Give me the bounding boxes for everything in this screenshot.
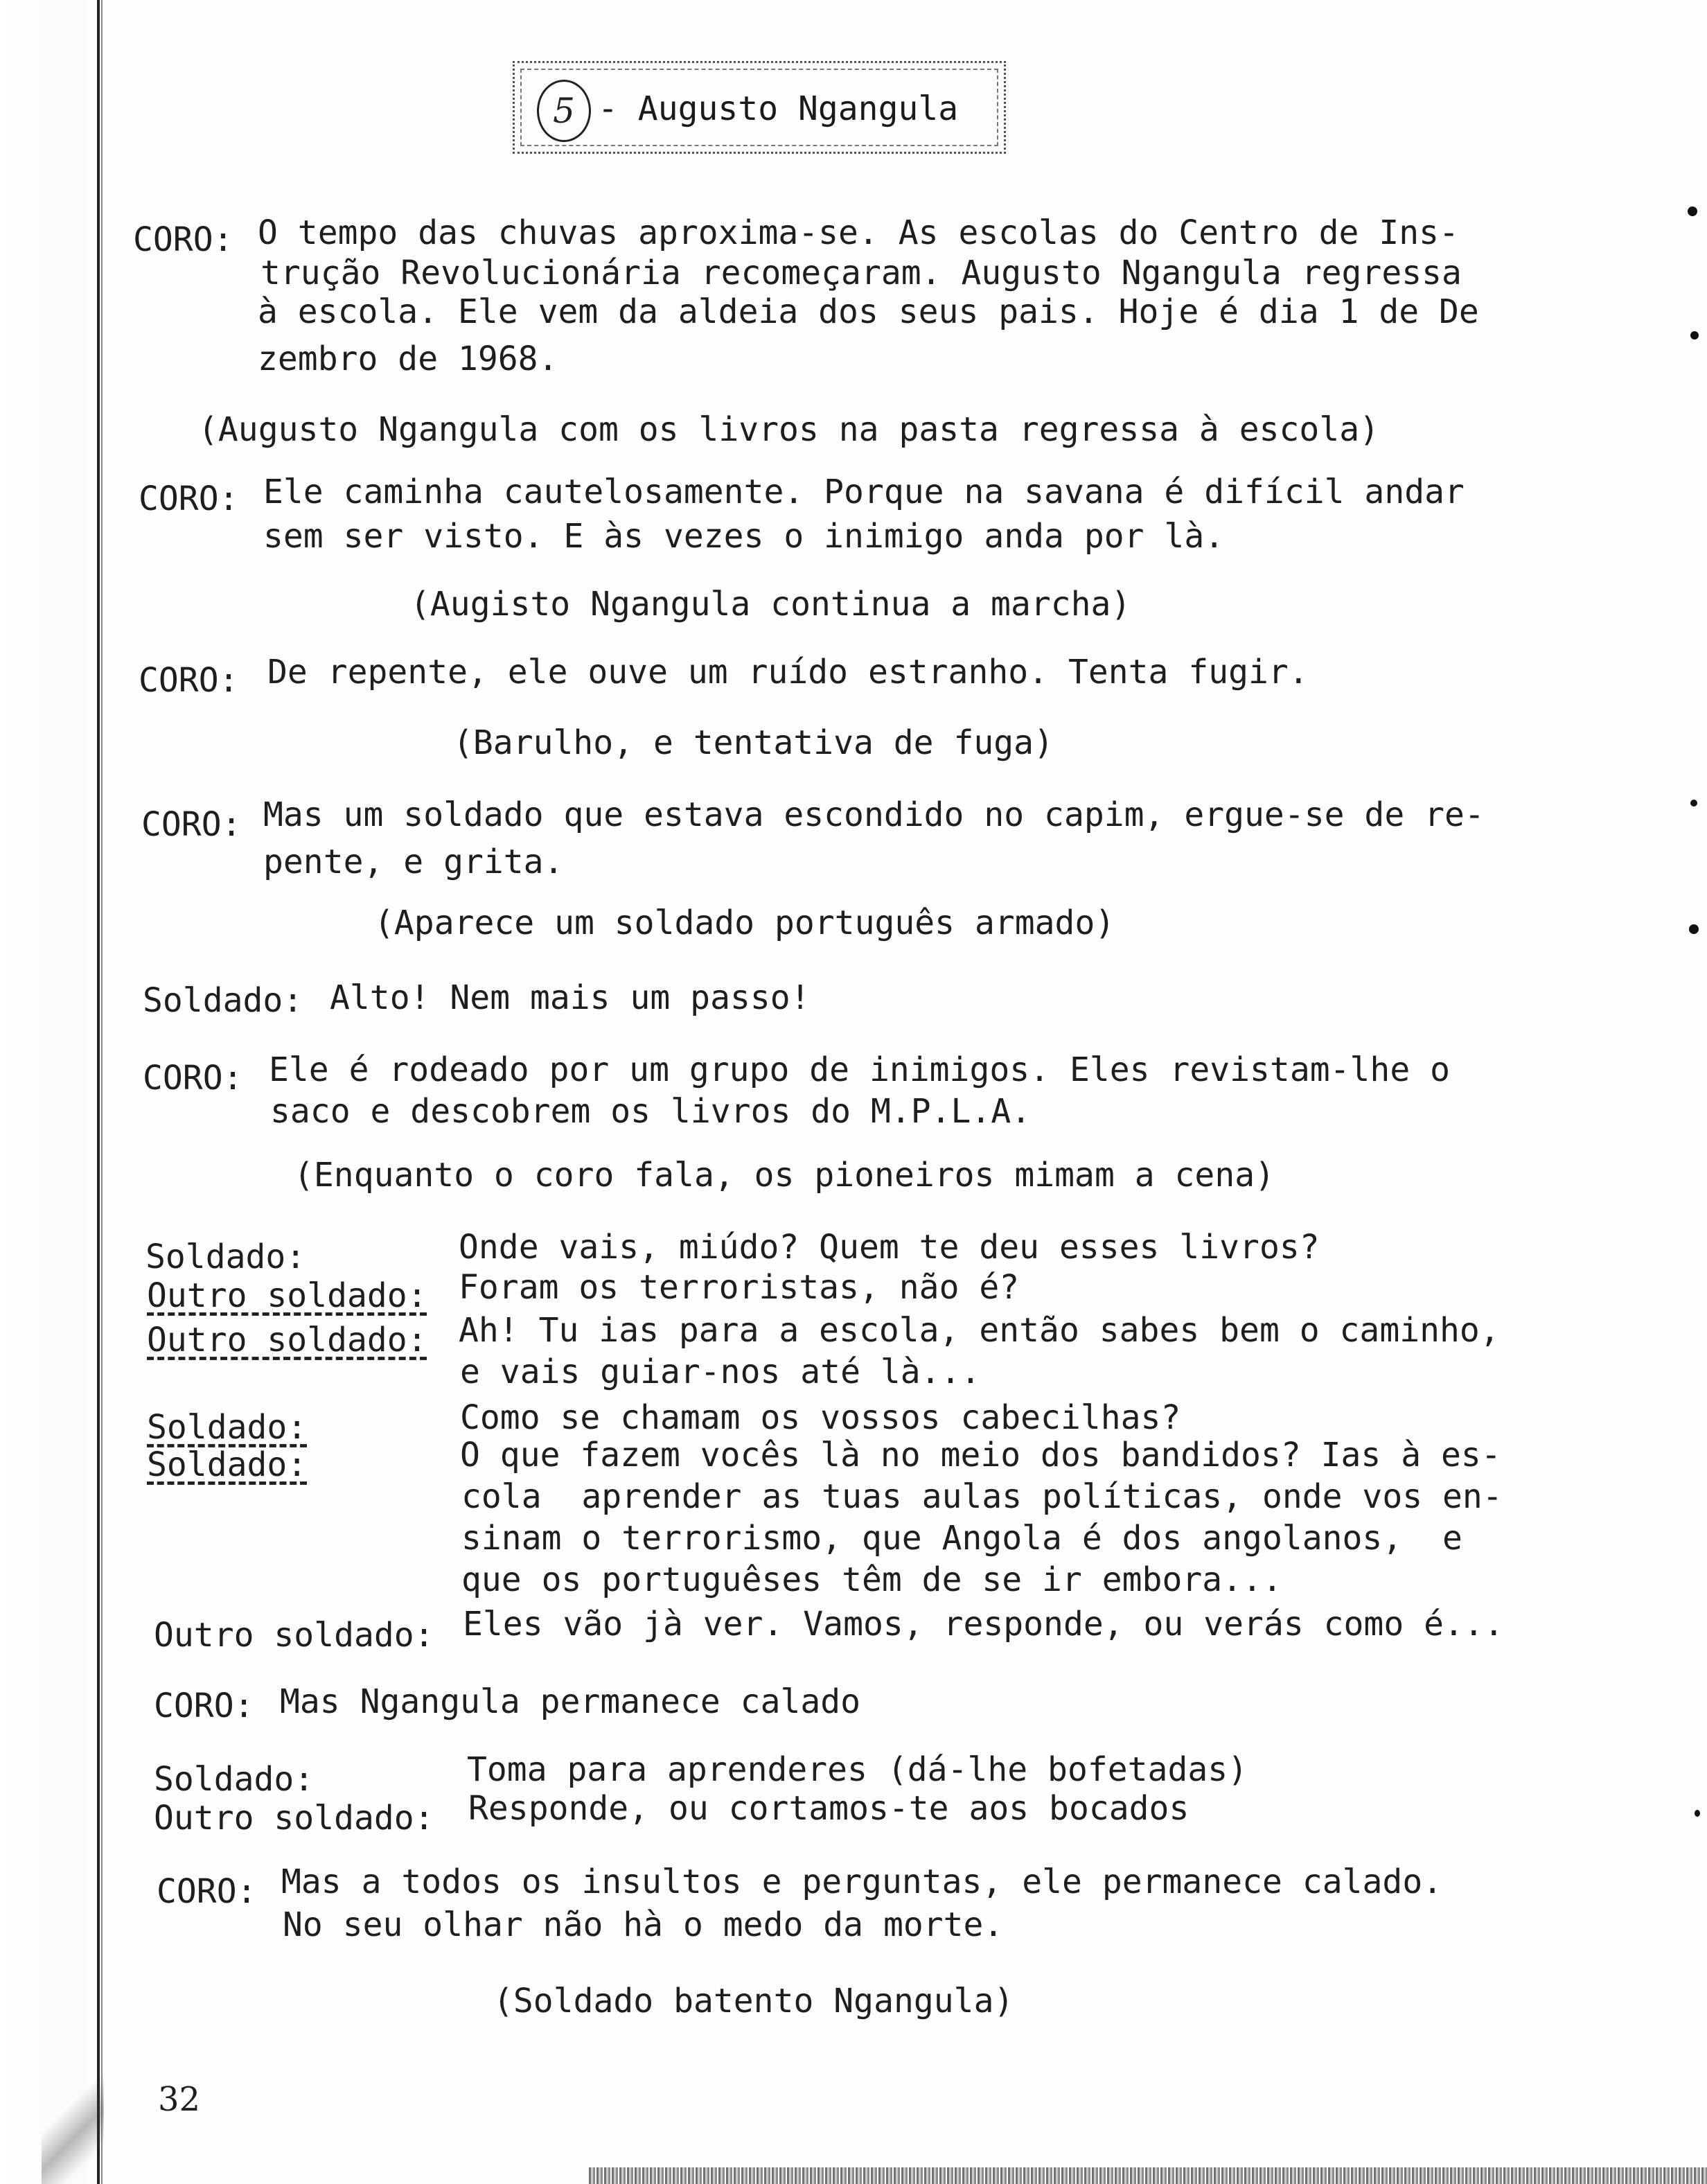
text-line: zembro de 1968. <box>258 340 558 378</box>
text-line: Mas Ngangula permanece calado <box>280 1682 861 1721</box>
section-title: - Augusto Ngangula <box>598 89 959 128</box>
text-line: O tempo das chuvas aproxima-se. As escolas do Centro de Ins- <box>258 213 1459 252</box>
speaker-label: CORO: <box>139 479 239 518</box>
stage-direction: (Soldado batento Ngangula) <box>493 1982 1014 2020</box>
text-line: Ele caminha cautelosamente. Porque na savana é difícil andar <box>263 473 1465 511</box>
scan-smudge <box>42 2058 104 2184</box>
binding-line <box>97 0 100 2184</box>
scan-mark <box>1688 206 1697 216</box>
text-line: pente, e grita. <box>263 843 564 881</box>
text-line: Ah! Tu ias para a escola, então sabes bem o caminho, <box>459 1311 1500 1350</box>
scan-mark <box>1695 1810 1700 1817</box>
speaker-label: CORO: <box>154 1687 254 1725</box>
title-box <box>513 61 1006 154</box>
text-line: Responde, ou cortamos-te aos bocados <box>468 1789 1189 1828</box>
text-line: Mas a todos os insultos e perguntas, ele permanece calado. <box>281 1862 1443 1901</box>
text-line: cola aprender as tuas aulas políticas, onde vos en- <box>461 1477 1503 1516</box>
scan-streak <box>589 2167 1707 2184</box>
text-line: trução Revolucionária recomeçaram. Augusto Ngangula regressa <box>260 254 1462 292</box>
text-line: e vais guiar-nos até là... <box>460 1353 981 1391</box>
speaker-label: Soldado: <box>143 981 303 1020</box>
text-line: sinam o terrorismo, que Angola é dos angolanos, e <box>461 1519 1462 1558</box>
binding-line-shadow <box>101 0 103 2184</box>
text-line: Onde vais, miúdo? Quem te deu esses livros? <box>459 1228 1320 1267</box>
speaker-label: Outro soldado: <box>154 1616 434 1655</box>
text-line: Como se chamam os vossos cabecilhas? <box>460 1398 1181 1437</box>
text-line: No seu olhar não hà o medo da morte. <box>283 1905 1004 1944</box>
speaker-label: Soldado: <box>154 1760 315 1799</box>
text-line: Toma para aprenderes (dá-lhe bofetadas) <box>467 1750 1248 1789</box>
scan-mark <box>1690 800 1697 807</box>
speaker-label: CORO: <box>133 220 233 259</box>
section-number: 5 <box>537 80 591 142</box>
text-line: O que fazem vocês là no meio dos bandidos? Ias à es- <box>460 1436 1501 1474</box>
stage-direction: (Aparece um soldado português armado) <box>374 904 1115 942</box>
stage-direction: (Augisto Ngangula continua a marcha) <box>410 585 1131 624</box>
speaker-label: Outro soldado: <box>147 1321 427 1359</box>
page-number: 32 <box>158 2080 201 2119</box>
speaker-label: CORO: <box>139 661 239 700</box>
stage-direction: (Enquanto o coro fala, os pioneiros mimam a cena) <box>294 1156 1275 1195</box>
text-line: De repente, ele ouve um ruído estranho. Tenta fugir. <box>267 653 1309 692</box>
speaker-label: Outro soldado: <box>147 1276 427 1315</box>
text-line: Mas um soldado que estava escondido no capim, ergue-se de re- <box>263 795 1485 834</box>
speaker-label: Soldado: <box>147 1445 308 1484</box>
text-line: que os portuguêses têm de se ir embora... <box>461 1560 1282 1599</box>
speaker-label: CORO: <box>157 1872 257 1911</box>
text-line: Alto! Nem mais um passo! <box>330 978 811 1017</box>
speaker-label: Soldado: <box>145 1238 306 1276</box>
scan-mark <box>1689 924 1699 934</box>
stage-direction: (Augusto Ngangula com os livros na pasta regressa à escola) <box>198 410 1380 449</box>
text-line: à escola. Ele vem da aldeia dos seus pais. Hoje é dia 1 de De <box>258 292 1479 331</box>
speaker-label: CORO: <box>141 805 242 844</box>
speaker-label: Soldado: <box>147 1408 308 1447</box>
scan-mark <box>1690 331 1699 340</box>
text-line: saco e descobrem os livros do M.P.L.A. <box>270 1092 1032 1131</box>
text-line: Ele é rodeado por um grupo de inimigos. Eles revistam-lhe o <box>269 1050 1451 1089</box>
speaker-label: CORO: <box>143 1059 243 1098</box>
stage-direction: (Barulho, e tentativa de fuga) <box>453 723 1054 762</box>
speaker-label: Outro soldado: <box>154 1799 434 1838</box>
text-line: sem ser visto. E às vezes o inimigo anda por là. <box>263 517 1225 556</box>
text-line: Foram os terroristas, não é? <box>459 1268 1020 1307</box>
page-margin <box>0 0 97 2184</box>
text-line: Eles vão jà ver. Vamos, responde, ou verás como é... <box>463 1605 1504 1644</box>
